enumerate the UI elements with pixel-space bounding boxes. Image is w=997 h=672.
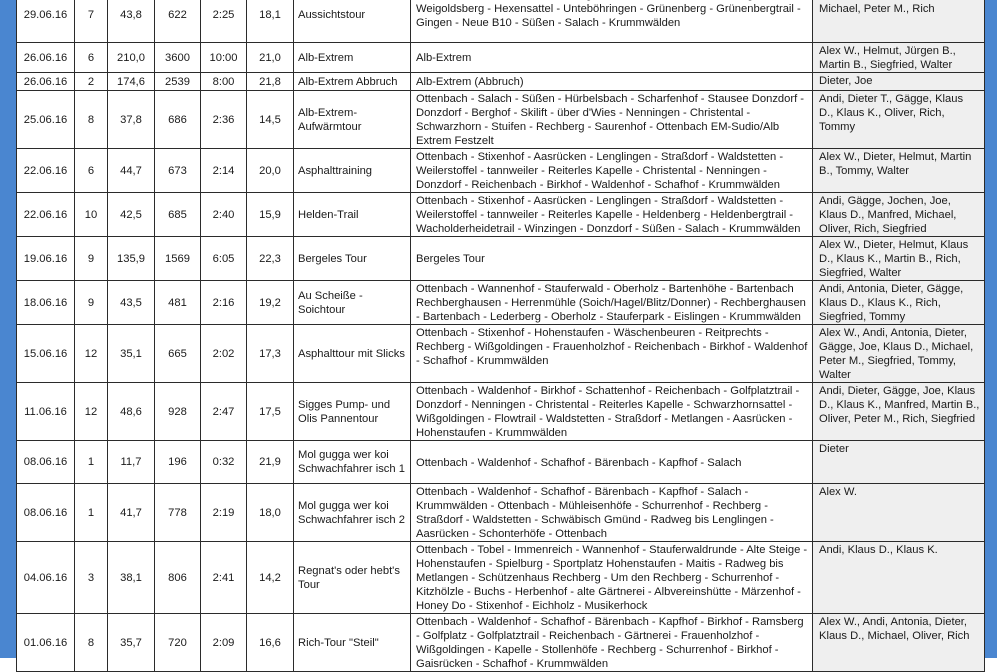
tour-name: Mol gugga wer koi Schwachfahrer isch 1 bbox=[294, 441, 411, 484]
tour-duration: 2:19 bbox=[201, 484, 247, 542]
tour-avg-speed: 21,0 bbox=[247, 43, 294, 73]
tour-date: 08.06.16 bbox=[17, 484, 75, 542]
tour-rider-count: 9 bbox=[75, 237, 108, 281]
tour-duration: 2:41 bbox=[201, 542, 247, 614]
tour-avg-speed: 17,3 bbox=[247, 325, 294, 383]
tour-row bbox=[17, 149, 985, 193]
tour-distance-km: 43,5 bbox=[108, 281, 155, 325]
tour-distance-km: 48,6 bbox=[108, 383, 155, 441]
tour-distance-km: 174,6 bbox=[108, 73, 155, 91]
tour-route: Ottenbach - Tobel - Immenreich - Wannenhof - Stauferwaldrunde - Alte Steige - Hohenstaufen - Spielburg - Sportplatz Hohenstaufen - Maitis - Radweg bis Metlangen - Schützenhaus Rechberg - Um den Rechberg - Schurrenhof - Kitzhölzle - Buchs - Herbenhof - alte Gärtnerei - Albvereinshütte - Märzenhof - Honey Do - Stixenhof - Eichholz - Musikerhock bbox=[411, 542, 813, 614]
tour-route: Ottenbach - Waldenhof - Schafhof - Bärenbach - Kapfhof - Birkhof - Ramsberg - Golfplatz - Golfplatztrail - Reichenbach - Gärtnerei - Frauenholzhof - Wißgoldingen - Kapelle - Stollenhöfe - Rechberg - Schurrenhof - Birkhof - Gaisrücken - Schafhof - Krummwälden bbox=[411, 614, 813, 672]
tour-duration: 2:14 bbox=[201, 149, 247, 193]
tour-duration: 2:25 bbox=[201, 0, 247, 43]
tour-avg-speed: 17,5 bbox=[247, 383, 294, 441]
tour-elevation-m: 481 bbox=[155, 281, 201, 325]
tour-duration: 0:32 bbox=[201, 441, 247, 484]
tour-date: 26.06.16 bbox=[17, 73, 75, 91]
tour-route: Weigoldsberg - Hexensattel - Unteböhringen - Grünenberg - Grünenbergtrail - Gingen - Neue B10 - Süßen - Salach - Krummwälden bbox=[411, 0, 813, 43]
tour-avg-speed: 19,2 bbox=[247, 281, 294, 325]
tour-avg-speed: 18,1 bbox=[247, 0, 294, 43]
tour-name: Sigges Pump- und Olis Pannentour bbox=[294, 383, 411, 441]
tour-date: 01.06.16 bbox=[17, 614, 75, 672]
tour-name: Rich-Tour "Steil" bbox=[294, 614, 411, 672]
left-blue-border bbox=[0, 0, 16, 658]
tour-name: Aussichtstour bbox=[294, 0, 411, 43]
tour-distance-km: 41,7 bbox=[108, 484, 155, 542]
tour-date: 08.06.16 bbox=[17, 441, 75, 484]
tour-elevation-m: 3600 bbox=[155, 43, 201, 73]
tour-participants: Dieter bbox=[813, 441, 985, 484]
tour-rider-count: 12 bbox=[75, 383, 108, 441]
tour-rider-count: 8 bbox=[75, 614, 108, 672]
tour-participants: Andi, Antonia, Dieter, Gägge, Klaus D., Klaus K., Rich, Siegfried, Tommy bbox=[813, 281, 985, 325]
tour-elevation-m: 673 bbox=[155, 149, 201, 193]
tour-rider-count: 6 bbox=[75, 43, 108, 73]
tour-distance-km: 44,7 bbox=[108, 149, 155, 193]
tour-elevation-m: 1569 bbox=[155, 237, 201, 281]
tour-route: Ottenbach - Stixenhof - Hohenstaufen - Wäschenbeuren - Reitprechts - Rechberg - Wißgoldingen - Frauenholzhof - Reichenbach - Birkhof - Waldenhof - Schafhof - Krummwälden bbox=[411, 325, 813, 383]
tour-duration: 2:47 bbox=[201, 383, 247, 441]
tour-elevation-m: 196 bbox=[155, 441, 201, 484]
tour-elevation-m: 720 bbox=[155, 614, 201, 672]
tour-elevation-m: 778 bbox=[155, 484, 201, 542]
tour-route: Ottenbach - Waldenhof - Birkhof - Schattenhof - Reichenbach - Golfplatztrail - Donzdorf - Nenningen - Christental - Reiterles Kapelle - Schwarzhornsattel - Wißgoldingen - Flowtrail - Waldstetten - Straßdorf - Metlangen - Aasrücken - Hohenstaufen - Krummwälden bbox=[411, 383, 813, 441]
tour-name: Regnat's oder hebt's Tour bbox=[294, 542, 411, 614]
tour-participants: Michael, Peter M., Rich bbox=[813, 0, 985, 43]
tour-date: 22.06.16 bbox=[17, 149, 75, 193]
tour-avg-speed: 18,0 bbox=[247, 484, 294, 542]
tour-elevation-m: 928 bbox=[155, 383, 201, 441]
tour-date: 29.06.16 bbox=[17, 0, 75, 43]
tour-row bbox=[17, 281, 985, 325]
tour-elevation-m: 685 bbox=[155, 193, 201, 237]
tour-rider-count: 3 bbox=[75, 542, 108, 614]
tour-name: Alb-Extrem-Aufwärmtour bbox=[294, 91, 411, 149]
tour-elevation-m: 665 bbox=[155, 325, 201, 383]
tour-distance-km: 135,9 bbox=[108, 237, 155, 281]
tour-rider-count: 1 bbox=[75, 484, 108, 542]
tour-rider-count: 2 bbox=[75, 73, 108, 91]
tour-participants: Alex W. bbox=[813, 484, 985, 542]
tour-participants: Andi, Dieter T., Gägge, Klaus D., Klaus K., Oliver, Rich, Tommy bbox=[813, 91, 985, 149]
tour-avg-speed: 15,9 bbox=[247, 193, 294, 237]
tour-row bbox=[17, 614, 985, 672]
tour-duration: 2:40 bbox=[201, 193, 247, 237]
tour-date: 25.06.16 bbox=[17, 91, 75, 149]
tour-row bbox=[17, 325, 985, 383]
tour-route: Ottenbach - Waldenhof - Schafhof - Bärenbach - Kapfhof - Salach bbox=[411, 441, 813, 484]
tour-rider-count: 10 bbox=[75, 193, 108, 237]
tour-participants: Alex W., Andi, Antonia, Dieter, Gägge, Joe, Klaus D., Michael, Peter M., Siegfried, Tommy, Walter bbox=[813, 325, 985, 383]
tour-distance-km: 35,7 bbox=[108, 614, 155, 672]
tour-date: 19.06.16 bbox=[17, 237, 75, 281]
tour-duration: 8:00 bbox=[201, 73, 247, 91]
tour-route: Bergeles Tour bbox=[411, 237, 813, 281]
tour-avg-speed: 16,6 bbox=[247, 614, 294, 672]
tour-route: Alb-Extrem bbox=[411, 43, 813, 73]
tour-date: 22.06.16 bbox=[17, 193, 75, 237]
tour-route: Alb-Extrem (Abbruch) bbox=[411, 73, 813, 91]
tour-participants: Alex W., Dieter, Helmut, Klaus D., Klaus K., Martin B., Rich, Siegfried, Walter bbox=[813, 237, 985, 281]
tour-row bbox=[17, 91, 985, 149]
tour-row bbox=[17, 441, 985, 484]
tour-participants: Dieter, Joe bbox=[813, 73, 985, 91]
tour-rider-count: 1 bbox=[75, 441, 108, 484]
tour-name: Alb-Extrem Abbruch bbox=[294, 73, 411, 91]
tour-participants: Alex W., Dieter, Helmut, Martin B., Tommy, Walter bbox=[813, 149, 985, 193]
tour-avg-speed: 22,3 bbox=[247, 237, 294, 281]
tour-duration: 2:16 bbox=[201, 281, 247, 325]
tour-route: Ottenbach - Waldenhof - Schafhof - Bärenbach - Kapfhof - Salach - Krummwälden - Ottenbach - Mühleisenhöfe - Schurrenhof - Rechberg - Straßdorf - Waldstetten - Schwäbisch Gmünd - Radweg bis Lenglingen - Aasrücken - Schonterhöfe - Ottenbach bbox=[411, 484, 813, 542]
tour-row bbox=[17, 542, 985, 614]
tour-row bbox=[17, 484, 985, 542]
tour-log-table bbox=[16, 0, 985, 672]
tour-rider-count: 8 bbox=[75, 91, 108, 149]
tour-duration: 2:09 bbox=[201, 614, 247, 672]
tour-elevation-m: 806 bbox=[155, 542, 201, 614]
tour-name: Asphalttour mit Slicks bbox=[294, 325, 411, 383]
tour-participants: Alex W., Helmut, Jürgen B., Martin B., Siegfried, Walter bbox=[813, 43, 985, 73]
tour-rider-count: 9 bbox=[75, 281, 108, 325]
tour-route: Ottenbach - Wannenhof - Stauferwald - Oberholz - Bartenhöhe - Bartenbach Rechberghausen - Herrenmühle (Soich/Hagel/Blitz/Donner) - Rechberghausen - Bartenbach - Lederberg - Oberholz - Stauferpark - Eislingen - Krummwälden bbox=[411, 281, 813, 325]
tour-avg-speed: 21,9 bbox=[247, 441, 294, 484]
tour-distance-km: 43,8 bbox=[108, 0, 155, 43]
tour-name: Alb-Extrem bbox=[294, 43, 411, 73]
tour-distance-km: 35,1 bbox=[108, 325, 155, 383]
tour-row bbox=[17, 73, 985, 91]
tour-route: Ottenbach - Stixenhof - Aasrücken - Lenglingen - Straßdorf - Waldstetten - Weilerstoffel - tannweiler - Reiterles Kapelle - Christental - Nenningen - Donzdorf - Reichenbach - Birkhof - Waldenhof - Schafhof - Krummwälden bbox=[411, 149, 813, 193]
tour-avg-speed: 14,5 bbox=[247, 91, 294, 149]
tour-row bbox=[17, 237, 985, 281]
tour-rider-count: 6 bbox=[75, 149, 108, 193]
tour-rider-count: 12 bbox=[75, 325, 108, 383]
tour-elevation-m: 2539 bbox=[155, 73, 201, 91]
tour-route: Ottenbach - Stixenhof - Aasrücken - Lenglingen - Straßdorf - Waldstetten - Weilerstoffel - tannweiler - Reiterles Kapelle - Heldenberg - Heldenbergtrail - Wacholderheidetrail - Winzingen - Donzdorf - Süßen - Salach - Krummwälden bbox=[411, 193, 813, 237]
tour-participants: Alex W., Andi, Antonia, Dieter, Klaus D., Michael, Oliver, Rich bbox=[813, 614, 985, 672]
tour-distance-km: 38,1 bbox=[108, 542, 155, 614]
tour-avg-speed: 20,0 bbox=[247, 149, 294, 193]
tour-duration: 2:36 bbox=[201, 91, 247, 149]
tour-avg-speed: 21,8 bbox=[247, 73, 294, 91]
tour-date: 11.06.16 bbox=[17, 383, 75, 441]
tour-duration: 10:00 bbox=[201, 43, 247, 73]
tour-route: Ottenbach - Salach - Süßen - Hürbelsbach - Scharfenhof - Stausee Donzdorf - Donzdorf - Berghof - Skilift - über d'Wies - Nenningen - Christental - Schwarzhorn - Stuifen - Rechberg - Saurenhof - Ottenbach EM-Sudio/Alb Extrem Festzelt bbox=[411, 91, 813, 149]
tour-name: Bergeles Tour bbox=[294, 237, 411, 281]
tour-distance-km: 11,7 bbox=[108, 441, 155, 484]
tour-duration: 6:05 bbox=[201, 237, 247, 281]
tour-rows bbox=[17, 0, 985, 672]
tour-date: 26.06.16 bbox=[17, 43, 75, 73]
right-blue-border bbox=[984, 0, 997, 658]
tour-row bbox=[17, 0, 985, 43]
tour-participants: Andi, Dieter, Gägge, Joe, Klaus D., Klaus K., Manfred, Martin B., Oliver, Peter M., Rich, Siegfried bbox=[813, 383, 985, 441]
tour-distance-km: 210,0 bbox=[108, 43, 155, 73]
tour-distance-km: 42,5 bbox=[108, 193, 155, 237]
tour-row bbox=[17, 43, 985, 73]
tour-participants: Andi, Klaus D., Klaus K. bbox=[813, 542, 985, 614]
tour-avg-speed: 14,2 bbox=[247, 542, 294, 614]
tour-name: Helden-Trail bbox=[294, 193, 411, 237]
tour-date: 04.06.16 bbox=[17, 542, 75, 614]
tour-log-container bbox=[16, 0, 984, 672]
tour-row bbox=[17, 383, 985, 441]
tour-participants: Andi, Gägge, Jochen, Joe, Klaus D., Manfred, Michael, Oliver, Rich, Siegfried bbox=[813, 193, 985, 237]
tour-rider-count: 7 bbox=[75, 0, 108, 43]
tour-distance-km: 37,8 bbox=[108, 91, 155, 149]
tour-elevation-m: 622 bbox=[155, 0, 201, 43]
tour-date: 15.06.16 bbox=[17, 325, 75, 383]
tour-row bbox=[17, 193, 985, 237]
tour-elevation-m: 686 bbox=[155, 91, 201, 149]
tour-duration: 2:02 bbox=[201, 325, 247, 383]
tour-date: 18.06.16 bbox=[17, 281, 75, 325]
tour-name: Mol gugga wer koi Schwachfahrer isch 2 bbox=[294, 484, 411, 542]
tour-name: Au Scheiße - Soichtour bbox=[294, 281, 411, 325]
tour-name: Asphalttraining bbox=[294, 149, 411, 193]
